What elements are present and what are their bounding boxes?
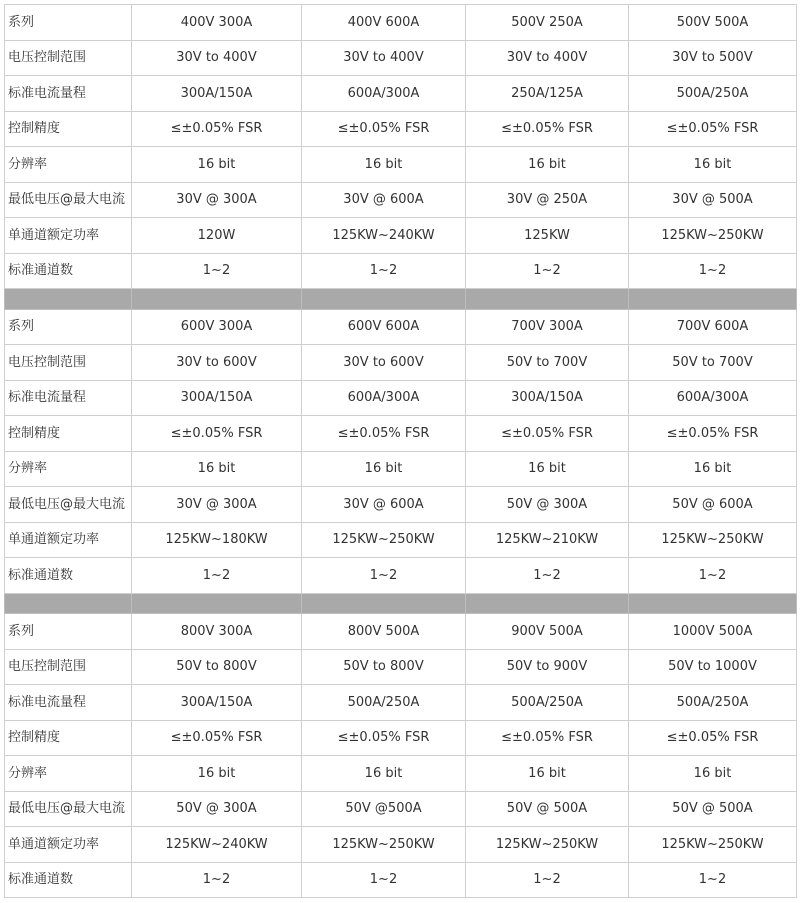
row-label: 最低电压@最大电流 (5, 182, 132, 218)
table-cell: 500V 500A (629, 5, 797, 41)
table-cell: 125KW~210KW (466, 522, 629, 558)
separator-cell (302, 593, 466, 614)
table-cell: ≤±0.05% FSR (132, 720, 302, 756)
table-row (5, 5, 797, 41)
table-cell: 125KW (466, 218, 629, 254)
table-row (5, 253, 797, 289)
table-cell: 400V 600A (302, 5, 466, 41)
table-row (5, 791, 797, 827)
table-cell: 50V to 800V (132, 649, 302, 685)
table-cell: 600V 300A (132, 309, 302, 345)
table-cell: 16 bit (466, 451, 629, 487)
table-cell: 16 bit (132, 451, 302, 487)
separator-cell (302, 289, 466, 310)
table-cell: 16 bit (629, 756, 797, 792)
table-cell: 50V @ 600A (629, 487, 797, 523)
spec-table (4, 4, 797, 898)
separator-cell (132, 289, 302, 310)
block-separator (5, 593, 797, 614)
table-row (5, 76, 797, 112)
row-label: 单通道额定功率 (5, 522, 132, 558)
row-label: 标准电流量程 (5, 685, 132, 721)
table-cell: 250A/125A (466, 76, 629, 112)
table-cell: 16 bit (302, 451, 466, 487)
table-row (5, 309, 797, 345)
table-cell: 30V to 600V (302, 345, 466, 381)
table-row (5, 685, 797, 721)
table-cell: 16 bit (132, 147, 302, 183)
table-row (5, 451, 797, 487)
row-label: 标准电流量程 (5, 76, 132, 112)
separator-cell (466, 593, 629, 614)
table-cell: 50V to 900V (466, 649, 629, 685)
table-cell: 1~2 (302, 558, 466, 594)
table-cell: 16 bit (466, 756, 629, 792)
table-cell: 30V to 400V (132, 40, 302, 76)
row-label: 最低电压@最大电流 (5, 487, 132, 523)
table-cell: 125KW~240KW (132, 827, 302, 863)
table-cell: 30V @ 600A (302, 182, 466, 218)
table-row (5, 522, 797, 558)
row-label: 系列 (5, 5, 132, 41)
table-cell: ≤±0.05% FSR (302, 720, 466, 756)
table-cell: 125KW~180KW (132, 522, 302, 558)
table-row (5, 380, 797, 416)
table-cell: 600V 600A (302, 309, 466, 345)
table-cell: ≤±0.05% FSR (302, 416, 466, 452)
table-row (5, 862, 797, 898)
table-row (5, 218, 797, 254)
table-row (5, 416, 797, 452)
table-cell: ≤±0.05% FSR (302, 111, 466, 147)
table-cell: 900V 500A (466, 614, 629, 650)
row-label: 标准通道数 (5, 862, 132, 898)
table-cell: 300A/150A (132, 380, 302, 416)
table-cell: 1~2 (629, 862, 797, 898)
table-cell: 16 bit (629, 147, 797, 183)
table-cell: 50V @ 300A (466, 487, 629, 523)
table-cell: 30V @ 300A (132, 182, 302, 218)
table-cell: 1~2 (132, 558, 302, 594)
table-cell: 50V to 700V (466, 345, 629, 381)
table-cell: ≤±0.05% FSR (629, 416, 797, 452)
table-cell: 800V 500A (302, 614, 466, 650)
row-label: 控制精度 (5, 111, 132, 147)
row-label: 电压控制范围 (5, 345, 132, 381)
table-cell: 500V 250A (466, 5, 629, 41)
row-label: 系列 (5, 614, 132, 650)
table-row (5, 345, 797, 381)
row-label: 分辨率 (5, 451, 132, 487)
table-cell: 1~2 (629, 558, 797, 594)
row-label: 电压控制范围 (5, 649, 132, 685)
row-label: 单通道额定功率 (5, 218, 132, 254)
table-cell: 800V 300A (132, 614, 302, 650)
table-row (5, 827, 797, 863)
table-cell: ≤±0.05% FSR (132, 416, 302, 452)
row-label: 控制精度 (5, 720, 132, 756)
table-cell: 16 bit (132, 756, 302, 792)
spec-table-body (5, 5, 797, 898)
table-cell: 16 bit (466, 147, 629, 183)
table-row (5, 614, 797, 650)
table-cell: ≤±0.05% FSR (466, 111, 629, 147)
table-cell: 1~2 (302, 253, 466, 289)
table-cell: 30V to 400V (302, 40, 466, 76)
table-row (5, 40, 797, 76)
table-cell: 1~2 (132, 862, 302, 898)
table-cell: 400V 300A (132, 5, 302, 41)
table-cell: 50V @500A (302, 791, 466, 827)
table-cell: 30V to 600V (132, 345, 302, 381)
table-cell: 600A/300A (302, 76, 466, 112)
table-cell: 500A/250A (629, 76, 797, 112)
table-cell: 500A/250A (302, 685, 466, 721)
table-cell: 1~2 (132, 253, 302, 289)
row-label: 分辨率 (5, 756, 132, 792)
table-cell: 500A/250A (466, 685, 629, 721)
table-cell: 125KW~250KW (302, 827, 466, 863)
table-cell: 600A/300A (302, 380, 466, 416)
table-cell: 125KW~250KW (629, 522, 797, 558)
table-cell: 125KW~240KW (302, 218, 466, 254)
table-cell: 1~2 (302, 862, 466, 898)
table-cell: 50V to 800V (302, 649, 466, 685)
table-cell: 30V @ 600A (302, 487, 466, 523)
table-cell: 30V to 500V (629, 40, 797, 76)
table-cell: 125KW~250KW (466, 827, 629, 863)
table-cell: ≤±0.05% FSR (629, 720, 797, 756)
table-cell: 700V 300A (466, 309, 629, 345)
table-cell: 700V 600A (629, 309, 797, 345)
table-cell: 16 bit (302, 147, 466, 183)
table-cell: ≤±0.05% FSR (629, 111, 797, 147)
row-label: 分辨率 (5, 147, 132, 183)
table-cell: 16 bit (629, 451, 797, 487)
row-label: 最低电压@最大电流 (5, 791, 132, 827)
table-cell: 1~2 (466, 253, 629, 289)
row-label: 单通道额定功率 (5, 827, 132, 863)
separator-cell (629, 593, 797, 614)
table-row (5, 147, 797, 183)
table-cell: 30V to 400V (466, 40, 629, 76)
table-cell: 600A/300A (629, 380, 797, 416)
table-cell: 50V @ 300A (132, 791, 302, 827)
table-cell: 300A/150A (466, 380, 629, 416)
table-cell: 300A/150A (132, 76, 302, 112)
table-cell: ≤±0.05% FSR (466, 416, 629, 452)
table-cell: 125KW~250KW (302, 522, 466, 558)
row-label: 标准电流量程 (5, 380, 132, 416)
separator-cell (132, 593, 302, 614)
table-row (5, 111, 797, 147)
table-cell: 30V @ 250A (466, 182, 629, 218)
table-cell: 1~2 (629, 253, 797, 289)
table-row (5, 182, 797, 218)
table-row (5, 720, 797, 756)
table-cell: 1~2 (466, 862, 629, 898)
row-label: 标准通道数 (5, 253, 132, 289)
row-label: 控制精度 (5, 416, 132, 452)
block-separator (5, 289, 797, 310)
table-cell: 30V @ 300A (132, 487, 302, 523)
table-row (5, 558, 797, 594)
separator-cell (5, 289, 132, 310)
table-cell: 50V to 1000V (629, 649, 797, 685)
table-row (5, 649, 797, 685)
table-cell: 125KW~250KW (629, 827, 797, 863)
table-cell: 50V to 700V (629, 345, 797, 381)
table-cell: 50V @ 500A (629, 791, 797, 827)
separator-cell (466, 289, 629, 310)
table-cell: 1~2 (466, 558, 629, 594)
row-label: 标准通道数 (5, 558, 132, 594)
row-label: 系列 (5, 309, 132, 345)
table-cell: 30V @ 500A (629, 182, 797, 218)
table-cell: 120W (132, 218, 302, 254)
table-cell: 500A/250A (629, 685, 797, 721)
table-cell: 1000V 500A (629, 614, 797, 650)
table-cell: 50V @ 500A (466, 791, 629, 827)
separator-cell (629, 289, 797, 310)
table-row (5, 756, 797, 792)
table-cell: 16 bit (302, 756, 466, 792)
table-cell: 300A/150A (132, 685, 302, 721)
table-cell: 125KW~250KW (629, 218, 797, 254)
table-cell: ≤±0.05% FSR (466, 720, 629, 756)
row-label: 电压控制范围 (5, 40, 132, 76)
table-cell: ≤±0.05% FSR (132, 111, 302, 147)
separator-cell (5, 593, 132, 614)
table-row (5, 487, 797, 523)
